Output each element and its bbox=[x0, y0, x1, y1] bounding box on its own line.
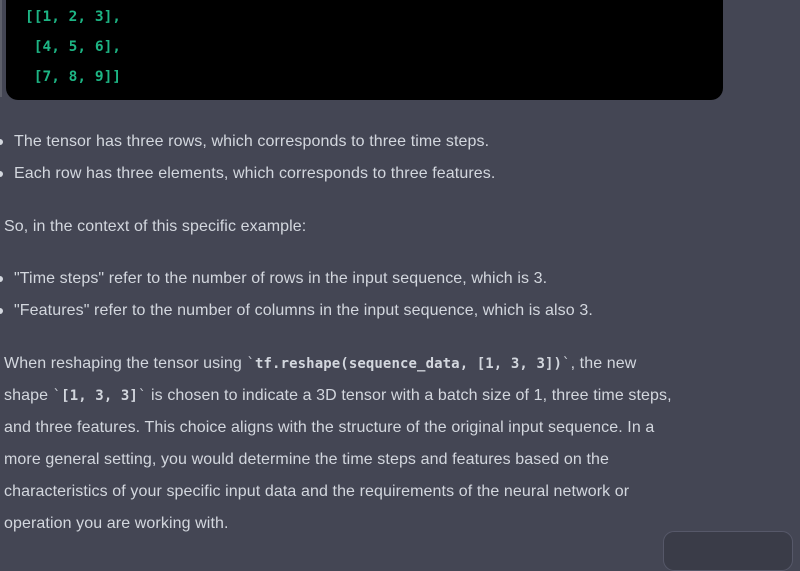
paragraph-line: more general setting, you would determine the time steps and features based on the bbox=[4, 451, 610, 468]
list-item bbox=[4, 126, 495, 158]
paragraph-context-intro: So, in the context of this specific example: bbox=[4, 218, 307, 235]
bullet-marker bbox=[0, 308, 3, 314]
bullet-marker bbox=[0, 276, 3, 282]
code-line: [[1, 2, 3], bbox=[25, 9, 122, 25]
bullet-marker bbox=[0, 139, 3, 145]
bullet-marker bbox=[0, 171, 3, 177]
inline-code-shape: [1, 3, 3] bbox=[61, 388, 138, 404]
paragraph-line: operation you are working with. bbox=[4, 515, 229, 532]
text-segment: , the new bbox=[570, 355, 637, 372]
text-segment: When reshaping the tensor using bbox=[4, 355, 247, 372]
list-item-text: The tensor has three rows, which corresponds to three time steps. bbox=[14, 133, 490, 150]
code-line: [4, 5, 6], bbox=[25, 39, 122, 55]
paragraph-line bbox=[4, 380, 672, 412]
backtick: ` bbox=[137, 388, 147, 404]
left-edge-strip bbox=[0, 0, 2, 97]
list-item-text: "Time steps" refer to the number of rows in the input sequence, which is 3. bbox=[14, 270, 548, 287]
bottom-right-button[interactable] bbox=[663, 531, 793, 571]
code-block bbox=[6, 0, 723, 100]
paragraph-line bbox=[4, 348, 672, 380]
list-item bbox=[4, 263, 593, 295]
bullet-list-tensor-structure bbox=[4, 126, 495, 190]
list-item bbox=[4, 158, 495, 190]
list-item-text: Each row has three elements, which corresponds to three features. bbox=[14, 165, 496, 182]
list-item bbox=[4, 295, 593, 327]
paragraph-line: and three features. This choice aligns with the structure of the original input sequence. In a bbox=[4, 419, 655, 436]
paragraph-reshape-explanation bbox=[4, 348, 672, 540]
code-block-content bbox=[6, 0, 723, 92]
inline-code-reshape-call: tf.reshape(sequence_data, [1, 3, 3]) bbox=[255, 356, 563, 372]
code-line: [7, 8, 9]] bbox=[25, 69, 122, 85]
text-segment: shape bbox=[4, 387, 53, 404]
bullet-list-definitions bbox=[4, 263, 593, 327]
backtick: ` bbox=[52, 388, 62, 404]
backtick: ` bbox=[562, 356, 571, 372]
text-segment: is chosen to indicate a 3D tensor with a batch size of 1, three time steps, bbox=[146, 387, 672, 404]
paragraph-line: characteristics of your specific input data and the requirements of the neural network or bbox=[4, 483, 630, 500]
list-item-text: "Features" refer to the number of columns in the input sequence, which is also 3. bbox=[14, 302, 593, 319]
backtick: ` bbox=[246, 356, 255, 372]
